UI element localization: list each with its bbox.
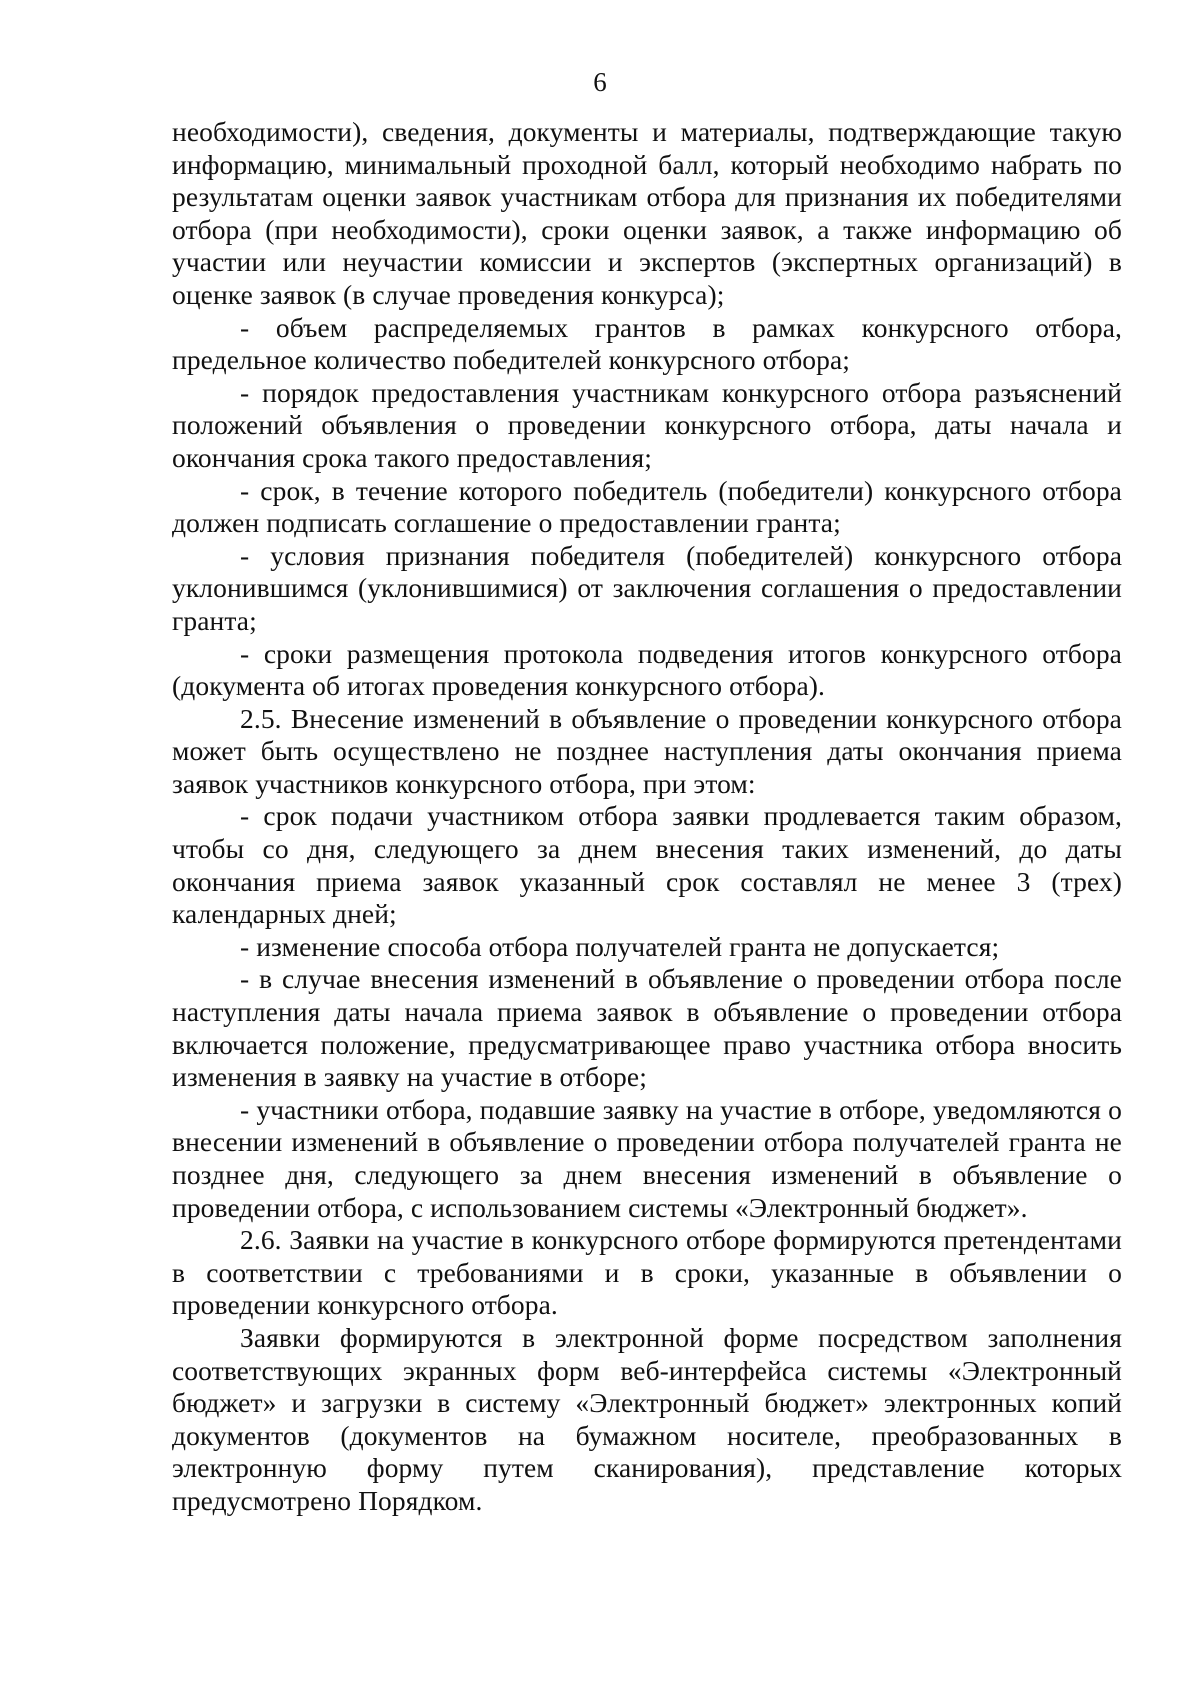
paragraph-grant-volume: - объем распределяемых грантов в рамках конкурсного отбора, предельное количество победителей конкурсного отбора; — [172, 311, 1122, 376]
paragraph-amendment-rights: - в случае внесения изменений в объявление о проведении отбора после наступления даты начала приема заявок в объявление о проведении отбора включается положение, предусматривающее право участника отбора вносить изменения в заявку на участие в отборе; — [172, 963, 1122, 1093]
document-body — [172, 116, 1122, 1518]
paragraph-participant-notification: - участники отбора, подавшие заявку на участие в отборе, уведомляются о внесении изменений в объявление о проведении отбора получателей гранта не позднее дня, следующего за днем внесения изменений в объявление о проведении отбора, с использованием системы «Электронный бюджет». — [172, 1093, 1122, 1223]
paragraph-continuation: необходимости), сведения, документы и материалы, подтверждающие такую информацию, минимальный проходной балл, который необходимо набрать по результатам оценки заявок участникам отбора для признания их победителями отбора (при необходимости), сроки оценки заявок, а также информацию об участии или неучастии комиссии и экспертов (экспертных организаций) в оценке заявок (в случае проведения конкурса); — [172, 116, 1122, 310]
paragraph-deadline-extension: - срок подачи участником отбора заявки продлевается таким образом, чтобы со дня, следующего за днем внесения таких изменений, до даты окончания приема заявок указанный срок составлял не менее 3 (трех) календарных дней; — [172, 800, 1122, 930]
paragraph-clarification-procedure: - порядок предоставления участникам конкурсного отбора разъяснений положений объявления о проведении конкурсного отбора, даты начала и окончания срока такого предоставления; — [172, 376, 1122, 473]
paragraph-signing-deadline: - срок, в течение которого победитель (победители) конкурсного отбора должен подписать соглашение о предоставлении гранта; — [172, 474, 1122, 539]
paragraph-section-2-6: 2.6. Заявки на участие в конкурсного отборе формируются претендентами в соответствии с требованиями и в сроки, указанные в объявлении о проведении конкурсного отбора. — [172, 1224, 1122, 1321]
page-number: 6 — [593, 67, 607, 97]
paragraph-evasion-conditions: - условия признания победителя (победителей) конкурсного отбора уклонившимся (уклонившимися) от заключения соглашения о предоставлении гранта; — [172, 539, 1122, 636]
paragraph-section-2-5: 2.5. Внесение изменений в объявление о проведении конкурсного отбора может быть осуществлено не позднее наступления даты окончания приема заявок участников конкурсного отбора, при этом: — [172, 702, 1122, 799]
paragraph-protocol-deadlines: - сроки размещения протокола подведения итогов конкурсного отбора (документа об итогах проведения конкурсного отбора). — [172, 637, 1122, 702]
paragraph-electronic-submission: Заявки формируются в электронной форме посредством заполнения соответствующих экранных форм веб-интерфейса системы «Электронный бюджет» и загрузки в систему «Электронный бюджет» электронных копий документов (документов на бумажном носителе, преобразованных в электронную форму путем сканирования), представление которых предусмотрено Порядком. — [172, 1321, 1122, 1516]
paragraph-method-change: - изменение способа отбора получателей гранта не допускается; — [240, 930, 1000, 962]
